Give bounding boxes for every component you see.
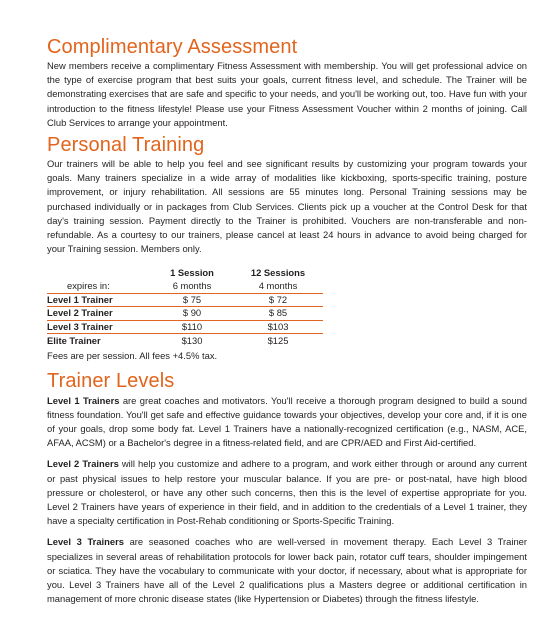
- price-1-session: $110: [151, 320, 233, 334]
- section-body: Our trainers will be able to help you feel and see significant results by customizing your program towards your goals. Many trainers specialize in a wide array of modalities like kickboxing, sports-specific training, posture improvement, or injury rehabilitation. All sessions are 55 minutes long. Personal Training sessions may be purchased individually or in packages from Club Services. Clients pick up a voucher at the Control Desk for that day's training session. Payment directly to the Trainer is prohibited. Vouchers are non-transferable and non-refundable. As a courtesy to our trainers, please cancel at least 24 hours in advance to avoid being charged for your Training session. Members only.: [47, 158, 527, 255]
- header-12-sessions: 12 Sessions: [250, 266, 306, 278]
- price-1-session: $130: [151, 334, 233, 348]
- level-text: are seasoned coaches who are well-versed in movement therapy. Each Level 3 Trainer specializes in several areas of rehabilitation protocols for lower back pain, rotator cuff tears, shoulder impingement or sciatica. They have the vocabulary to communicate with your doctor, if necessary, about what is appropriate for you. Level 3 Trainers have all of the Level 2 qualifications plus a Masters degree or additional certification in management of more chronic disease states (like Hypertension or Diabetes) through the fitness lifestyle.: [47, 536, 527, 605]
- fee-table: [47, 266, 323, 347]
- level-text: will help you customize and adhere to a program, and work either through or around any current or past physical issues to help restore your muscular balance. If you are pre- or post-natal, have high blood pressure or cholesterol, or have any other such concerns, then this is the level of expertise appropriate for you. Level 2 Trainers have years of experience in their field, and in addition to the credentials of a Level 1 trainer, they have a specialty certification in Post-Rehab conditioning or Sports-Specific Training.: [47, 458, 527, 527]
- expires-12-sessions: 4 months: [258, 279, 298, 291]
- expires-1-session: 6 months: [172, 279, 212, 291]
- expires-label: expires in:: [67, 279, 110, 291]
- trainer-level: Level 3 Trainer: [47, 320, 151, 334]
- price-12-sessions: $ 72: [233, 293, 323, 307]
- level-1-description: [47, 394, 527, 451]
- level-name: Level 3 Trainers: [47, 536, 124, 548]
- fees-note: Fees are per session. All fees +4.5% tax.: [47, 350, 218, 362]
- trainer-level: Elite Trainer: [47, 334, 151, 348]
- level-3-description: [47, 535, 527, 606]
- level-text: are great coaches and motivators. You'll receive a thorough program designed to build a sound fitness foundation. You'll get safe and effective guidance towards your objectives, develop your core and, if it is one of your goals, drop some body fat. Level 1 Trainers have a nationally-recognized certification (e.g., NASM, ACE, AFAA, ACSM) or a Bachelor's degree in a fitness-related field, and are CPR/AED and First Aid-certified.: [47, 394, 528, 449]
- level-name: Level 2 Trainers: [47, 458, 119, 470]
- price-12-sessions: $103: [233, 320, 323, 334]
- section-trainer-levels: [47, 370, 527, 607]
- section-body: New members receive a complimentary Fitness Assessment with membership. You will get professional advice on the type of exercise program that best suits your goals, current fitness level, and schedule. The Trainer will be demonstrating exercises that are safe and specific to your needs, and you'll be working out, too. Have fun with your introduction to the fitness lifestyle! Please use your Fitness Assessment Voucher within 2 months of joining. Call Club Services to arrange your appointment.: [47, 60, 527, 128]
- price-12-sessions: $125: [233, 334, 323, 348]
- section-complimentary-assessment: [47, 36, 527, 130]
- document-page: [47, 36, 527, 613]
- trainer-level: Level 1 Trainer: [47, 293, 151, 307]
- price-1-session: $ 90: [151, 307, 233, 321]
- header-1-session: 1 Session: [170, 266, 214, 278]
- price-12-sessions: $ 85: [233, 307, 323, 321]
- table-row: [47, 307, 323, 321]
- section-heading: Personal Training: [47, 134, 205, 157]
- section-heading: Complimentary Assessment: [47, 36, 298, 58]
- section-personal-training: [47, 134, 527, 364]
- fee-table-header: [47, 266, 323, 279]
- table-row: [47, 334, 323, 348]
- level-2-description: [47, 457, 527, 528]
- trainer-level: Level 2 Trainer: [47, 307, 151, 321]
- section-heading: Trainer Levels: [47, 369, 175, 392]
- level-name: Level 1 Trainers: [47, 394, 120, 406]
- price-1-session: $ 75: [151, 293, 233, 307]
- table-row: [47, 320, 323, 334]
- table-row: [47, 293, 323, 307]
- header-label: [47, 266, 151, 279]
- expires-row: [47, 279, 323, 293]
